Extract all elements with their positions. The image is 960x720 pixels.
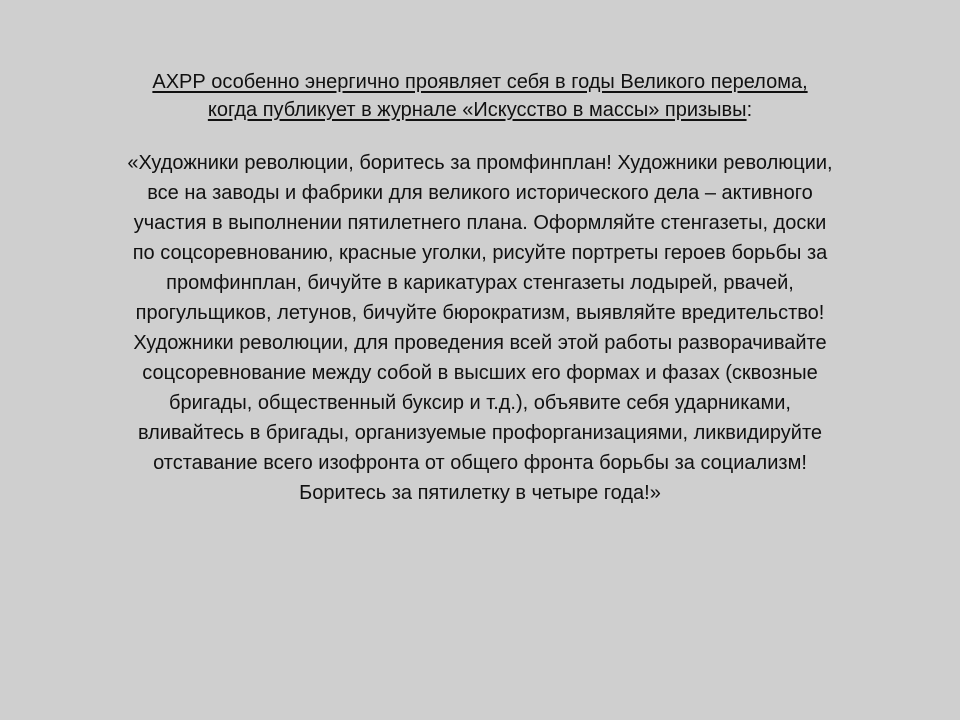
quote-line: Художники революции, для проведения всей этой работы разворачивайте: [133, 332, 827, 354]
quote-line: вливайтесь в бригады, организуемые профорганизациями, ликвидируйте: [137, 422, 822, 444]
heading-line-2-text: когда публикует в журнале «Искусство в массы» призывы: [207, 99, 747, 121]
quote-block: [40, 148, 920, 508]
heading-line-1: [40, 68, 920, 96]
quote-line: прогульщиков, летунов, бичуйте бюрократизм, выявляйте вредительство!: [135, 302, 825, 324]
quote-line: по соцсоревнованию, красные уголки, рисуйте портреты героев борьбы за: [132, 242, 828, 264]
heading-line-1-text: АХРР особенно энергично проявляет себя в годы Великого перелома,: [152, 71, 808, 93]
quote-line: отставание всего изофронта от общего фронта борьбы за социализм!: [153, 452, 807, 474]
quote-line: Боритесь за пятилетку в четыре года!»: [299, 482, 661, 504]
slide-heading: [40, 68, 920, 124]
quote-line: соцсоревнование между собой в высших его формах и фазах (сквозные: [142, 362, 818, 384]
quote-line: все на заводы и фабрики для великого исторического дела – активного: [147, 182, 813, 204]
quote-line: «Художники революции, боритесь за промфинплан! Художники революции,: [127, 152, 833, 174]
quote-line: участия в выполнении пятилетнего плана. Оформляйте стенгазеты, доски: [133, 212, 827, 234]
heading-line-2-suffix: :: [746, 99, 753, 121]
quote-line: промфинплан, бичуйте в карикатурах стенгазеты лодырей, рвачей,: [166, 272, 794, 294]
quote-line: бригады, общественный буксир и т.д.), объявите себя ударниками,: [169, 392, 791, 414]
heading-line-2: [40, 96, 920, 124]
